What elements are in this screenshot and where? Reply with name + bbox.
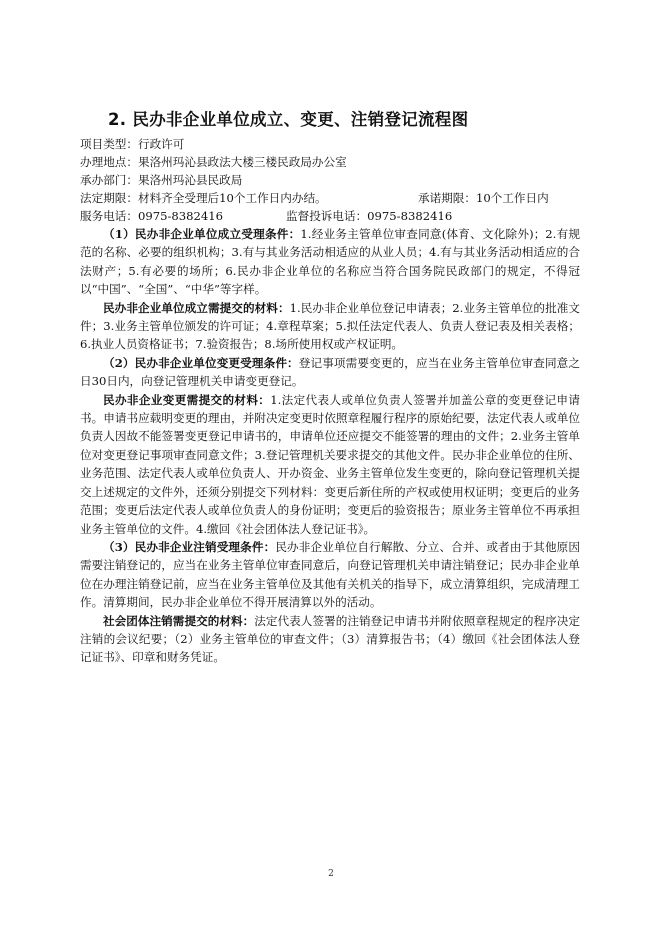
paragraph-text: 民办非企业单位自行解散、分立、合并、或者由于其他原因需要注销登记的，应当在业务主管单位审查同意后，向登记管理机关申请注销登记；民办非企业单位在办理注销登记前，应当在业务主管单位及其他有关机关的指导下，成立清算组织，完成清理工作。清算期间，民办非企业单位不得开展清算以外的活动。 xyxy=(80,539,580,610)
meta-phone-row xyxy=(80,207,580,225)
meta-location: 办理地点：果洛州玛沁县政法大楼三楼民政局办公室 xyxy=(80,155,347,169)
paragraph-text: 1.经业务主管单位审查同意(体育、文化除外)；2.有规范的名称、必要的组织机构；3.有与其业务活动相适应的从业人员；4.有与其业务活动相适应的合法财产；5.有必要的场所；6.民办非企业单位的名称应当符合国务院民政部门的规定，不得冠以“中国”、“全国”、“中华”等字样。 xyxy=(80,227,580,297)
meta-department: 承办部门：果洛州玛沁县民政局 xyxy=(80,173,243,187)
meta-promised-deadline: 承诺期限：10个工作日内 xyxy=(418,191,549,205)
paragraph-lead: 民办非企业单位成立需提交的材料： xyxy=(103,300,290,315)
body-text xyxy=(80,225,580,667)
paragraph-cancel-materials xyxy=(80,612,580,667)
page-title: 2. 民办非企业单位成立、变更、注销登记流程图 xyxy=(108,110,469,129)
meta-project-type: 项目类型：行政许可 xyxy=(80,137,185,151)
paragraph-lead: 民办非企业变更需提交的材料： xyxy=(103,392,271,407)
paragraph-text: 1.法定代表人或单位负责人签署并加盖公章的变更登记申请书。申请书应载明变更的理由，并附决定变更时依照章程履行程序的原始纪要，法定代表人或单位负责人因故不能签署变更登记申请书的，申请单位还应提交不能签署的理由的文件；2.业务主管单位对变更登记事项审查同意文件；3.登记管理机关要求提交的其他文件。民办非企业单位的住所、业务范围、法定代表人或单位负责人、开办资金、业务主管单位发生变更的，除向登记管理机关提交上述规定的文件外，还须分别提交下列材料：变更后新住所的产权或使用权证明；变更后的业务范围；变更后法定代表人或单位负责人的身份证明；变更后的验资报告；原业务主管单位不再承担业务主管单位的文件。4.缴回《社会团体法人登记证书》。 xyxy=(80,392,580,536)
meta-service-phone: 服务电话：0975-8382416 xyxy=(80,209,224,223)
paragraph-lead: （3）民办非企业注销受理条件： xyxy=(103,539,276,554)
paragraph-cancel-conditions xyxy=(80,538,580,612)
paragraph-text: 法定代表人签署的注销登记申请书并附依照章程规定的程序决定注销的会议纪要；（2）业务主管单位的审查文件；（3）清算报告书；（4）缴回《社会团体法人登记证书》、印章和财务凭证。 xyxy=(80,613,580,665)
paragraph-lead: （2）民办非企业单位变更受理条件： xyxy=(103,355,299,370)
meta-legal-deadline: 法定期限：材料齐全受理后10个工作日内办结。 xyxy=(80,191,327,205)
meta-complaint-phone: 监督投诉电话：0975-8382416 xyxy=(286,209,453,223)
paragraph-text: 1.民办非企业单位登记申请表；2.业务主管单位的批准文件；3.业务主管单位颁发的许可证；4.章程草案；5.拟任法定代表人、负责人登记表及相关表格；6.执业人员资格证书；7.验资报告；8.场所使用权或产权证明。 xyxy=(80,300,581,352)
meta-deadline-row xyxy=(80,189,580,207)
meta-block xyxy=(80,135,580,225)
paragraph-text: 登记事项需要变更的，应当在业务主管单位审查同意之日30日内，向登记管理机关申请变更登记。 xyxy=(80,355,580,389)
paragraph-establish-conditions xyxy=(80,225,580,299)
paragraph-establish-materials xyxy=(80,299,580,354)
page-number: 2 xyxy=(328,869,334,879)
paragraph-lead: （1）民办非企业单位成立受理条件： xyxy=(103,227,301,241)
paragraph-change-conditions xyxy=(80,354,580,391)
paragraph-change-materials xyxy=(80,391,580,538)
paragraph-lead: 社会团体注销需提交的材料： xyxy=(103,613,255,628)
